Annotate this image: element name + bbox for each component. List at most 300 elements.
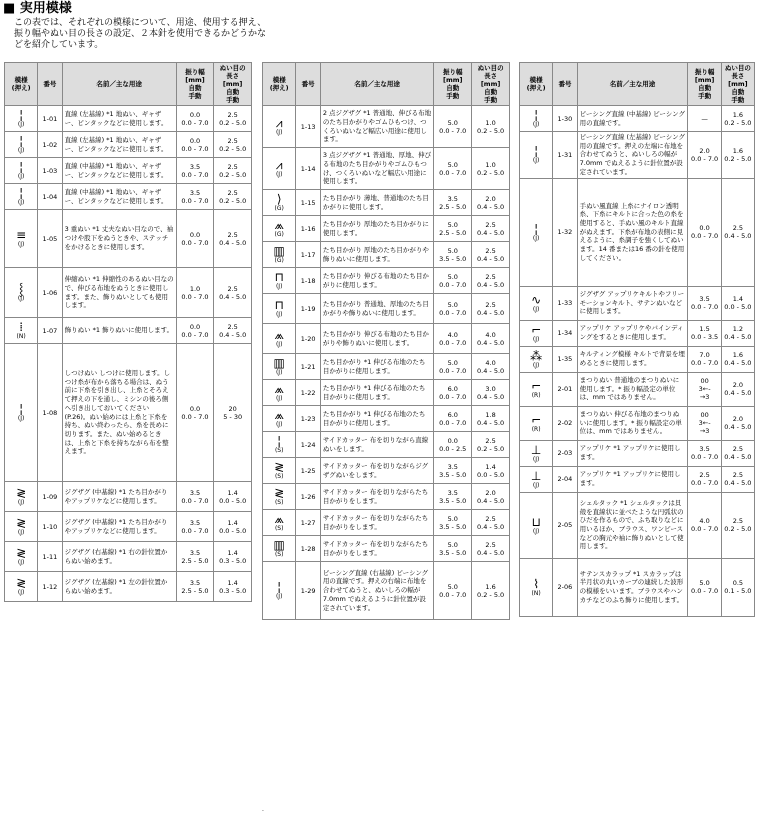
stitch-width: 3.5 3.5 - 5.0 xyxy=(434,458,472,484)
table-row xyxy=(5,268,252,318)
stitch-number: 1-29 xyxy=(296,562,320,620)
stitch-icon xyxy=(263,562,296,620)
stitch-pattern-glyph: ⩕ xyxy=(274,408,284,422)
stitch-icon xyxy=(5,344,38,482)
stitch-icon xyxy=(263,536,296,562)
stitch-icon xyxy=(520,178,553,286)
stitch-length: 2.5 0.4 - 5.0 xyxy=(721,466,754,492)
stitch-length: 1.6 0.2 - 5.0 xyxy=(721,132,754,179)
stitch-number: 1-20 xyxy=(296,324,320,354)
stitch-number: 1-15 xyxy=(296,190,320,216)
stitch-length: 1.8 0.4 - 5.0 xyxy=(472,406,510,432)
stitch-length: 4.0 0.4 - 5.0 xyxy=(472,354,510,380)
header-foot: 模様 (押え) xyxy=(5,63,38,106)
stitch-number: 1-13 xyxy=(296,106,320,148)
stitch-pattern-glyph: ⩕ xyxy=(274,512,284,526)
stitch-length: 1.4 0.3 - 5.0 xyxy=(214,542,252,572)
stitch-width: 0.0 0.0 - 7.0 xyxy=(176,344,214,482)
stitch-icon xyxy=(520,558,553,616)
presser-foot-label: (J) xyxy=(275,171,283,178)
stitch-icon xyxy=(263,406,296,432)
stitch-pattern-glyph: ⊔ xyxy=(531,514,541,529)
table-row xyxy=(263,484,510,510)
stitch-width: 5.0 0.0 - 7.0 xyxy=(434,106,472,148)
stitch-pattern-glyph: ¦ xyxy=(19,160,24,174)
table-row xyxy=(263,562,510,620)
stitch-number: 1-22 xyxy=(296,380,320,406)
table-row xyxy=(520,372,755,406)
stitch-width: — xyxy=(688,106,721,132)
table-row xyxy=(263,268,510,294)
header-number: 番号 xyxy=(553,63,577,106)
presser-foot-label: (N) xyxy=(16,333,26,340)
table-row xyxy=(263,242,510,268)
stitch-width: 0.0 0.0 - 7.0 xyxy=(176,318,214,344)
stitch-number: 2-01 xyxy=(553,372,577,406)
stitch-icon xyxy=(5,482,38,512)
stitch-pattern-glyph: ⩕ xyxy=(274,382,284,396)
presser-foot-label: (S) xyxy=(274,473,284,480)
stitch-name: サイドカッター 布を切りながらたち目かがりをします。 xyxy=(320,510,433,536)
stitch-length: 2.0 0.4 - 5.0 xyxy=(721,406,754,440)
stitch-width: 0.0 0.0 - 7.0 xyxy=(176,132,214,158)
stitch-width: 5.0 3.5 - 5.0 xyxy=(434,536,472,562)
table-row xyxy=(5,184,252,210)
stitch-length: 2.5 0.4 - 5.0 xyxy=(214,268,252,318)
stitch-icon xyxy=(263,294,296,324)
stitch-name: ジグザグ アップリケキルトやフリーモーションキルト、サテンぬいなどに使用します。 xyxy=(577,286,688,320)
header-foot: 模様 (押え) xyxy=(520,63,553,106)
stitch-name: 手ぬい風直線 上糸にナイロン透明糸、下糸にキルトに合った色の糸を使用すると、手ぬい風のキルト直線がぬえます。下糸が布地の表側に見えるように、糸調子を強くしてぬいます。14 番または16 番の針を使用してください。 xyxy=(577,178,688,286)
stitch-number: 1-21 xyxy=(296,354,320,380)
presser-foot-label: (J) xyxy=(17,415,25,422)
table-row xyxy=(520,492,755,558)
stitch-name: たち目かがり *1 伸びる布地のたち目かがりに使用します。 xyxy=(320,380,433,406)
stitch-pattern-glyph: ⸾ xyxy=(18,282,24,296)
stitch-icon xyxy=(5,512,38,542)
header-width: 振り幅 [mm] 自動 手動 xyxy=(434,63,472,106)
stitch-icon xyxy=(5,268,38,318)
stitch-number: 1-25 xyxy=(296,458,320,484)
header-number: 番号 xyxy=(296,63,320,106)
stitch-number: 1-08 xyxy=(38,344,62,482)
stitch-length: 2.5 0.4 - 5.0 xyxy=(472,294,510,324)
stitch-icon xyxy=(520,406,553,440)
stitch-width: 6.0 0.0 - 7.0 xyxy=(434,380,472,406)
stitch-width: 0.0 0.0 - 2.5 xyxy=(434,432,472,458)
stitch-width: 5.0 0.0 - 7.0 xyxy=(434,268,472,294)
stitch-name: 伸縮ぬい *1 伸縮性のあるぬい目なので、伸びる布地をぬうときに使用します。また、飾りぬいとしても使用します。 xyxy=(62,268,176,318)
stitch-width: 00 3←- →3 xyxy=(688,372,721,406)
stitch-pattern-glyph: ⩕ xyxy=(274,218,284,232)
stitch-name: サイドカッター 布を切りながらたち目かがりをします。 xyxy=(320,536,433,562)
stitch-name: キルティング模様 キルトで背景を埋めるときに使用します。 xyxy=(577,346,688,372)
stitch-number: 1-27 xyxy=(296,510,320,536)
stitch-icon xyxy=(520,320,553,346)
stitch-width: 5.0 0.0 - 7.0 xyxy=(434,148,472,190)
presser-foot-label: (J) xyxy=(275,283,283,290)
stitch-length: 1.0 0.2 - 5.0 xyxy=(472,148,510,190)
stitch-name: ピーシング直線 (中基線) ピーシング用の直線です。 xyxy=(577,106,688,132)
table-row xyxy=(520,346,755,372)
table-row xyxy=(5,344,252,482)
stitch-width: 0.0 0.0 - 7.0 xyxy=(176,210,214,268)
presser-foot-label: (S) xyxy=(274,525,284,532)
stitch-length: 2.5 0.2 - 5.0 xyxy=(214,158,252,184)
stitch-length: 0.5 0.1 - 5.0 xyxy=(721,558,754,616)
stitch-number: 2-04 xyxy=(553,466,577,492)
stitch-number: 1-14 xyxy=(296,148,320,190)
presser-foot-label: (J) xyxy=(275,369,283,376)
stitch-name: ピーシング直線 (左基線) ピーシング用の直線です。押えの左端に布地を合わせてぬうと、ぬいしろの幅が7.0mm でぬえるように針位置が設定されています。 xyxy=(577,132,688,179)
stitch-number: 1-10 xyxy=(38,512,62,542)
stitch-length: 1.4 0.0 - 5.0 xyxy=(472,458,510,484)
stitch-name: アップリケ *1 アップリケに使用します。 xyxy=(577,440,688,466)
stitch-number: 1-34 xyxy=(553,320,577,346)
stitch-pattern-glyph: ⁞ xyxy=(19,320,24,334)
presser-foot-label: (J) xyxy=(17,173,25,180)
presser-foot-label: (J) xyxy=(275,311,283,318)
stitch-number: 1-06 xyxy=(38,268,62,318)
presser-foot-label: (J) xyxy=(532,527,540,535)
stitch-length: 1.4 0.3 - 5.0 xyxy=(214,572,252,602)
table-row xyxy=(263,324,510,354)
stitch-width: 4.0 0.0 - 7.0 xyxy=(434,324,472,354)
header-number: 番号 xyxy=(38,63,62,106)
stitch-pattern-glyph: ⌐ xyxy=(531,412,542,427)
stitch-icon xyxy=(263,190,296,216)
stitch-pattern-glyph: ⩕ xyxy=(274,328,284,342)
intro-text: この表では、それぞれの模様について、用途、使用する押え、振り幅やぬい目の長さの設定、２本針を使用できるかどうかなどを紹介しています。 xyxy=(14,18,267,50)
table-row xyxy=(5,512,252,542)
table-row xyxy=(5,210,252,268)
table-row xyxy=(263,354,510,380)
presser-foot-label: (J) xyxy=(532,305,540,313)
stitch-icon xyxy=(520,286,553,320)
table-row xyxy=(5,158,252,184)
table-row xyxy=(263,432,510,458)
stitch-length: 2.0 0.4 - 5.0 xyxy=(472,190,510,216)
stitch-number: 1-32 xyxy=(553,178,577,286)
presser-foot-label: (J) xyxy=(17,199,25,206)
stitch-name: 直線 (左基線) *1 地ぬい、ギャザー、ピンタックなどに使用します。 xyxy=(62,132,176,158)
table-row xyxy=(520,558,755,616)
stitch-width: 3.5 2.5 - 5.0 xyxy=(434,190,472,216)
table-row xyxy=(520,132,755,179)
stitch-icon xyxy=(263,432,296,458)
presser-foot-label: (J) xyxy=(275,341,283,348)
stitch-width: 5.0 0.0 - 7.0 xyxy=(434,354,472,380)
stitch-width: 5.0 2.5 - 5.0 xyxy=(434,216,472,242)
stitch-pattern-glyph: ≷ xyxy=(274,460,285,474)
table-row xyxy=(520,466,755,492)
stitch-number: 1-02 xyxy=(38,132,62,158)
stitch-pattern-glyph: ¦ xyxy=(19,134,24,148)
stitch-number: 2-03 xyxy=(553,440,577,466)
presser-foot-label: (J) xyxy=(532,481,540,489)
stitch-width: 3.5 2.5 - 5.0 xyxy=(176,542,214,572)
presser-foot-label: (J) xyxy=(532,121,540,128)
stitch-name: ジグザグ (中基線) *1 たち目かがりやアップリケなどに使用します。 xyxy=(62,512,176,542)
stitch-width: 1.5 0.0 - 3.5 xyxy=(688,320,721,346)
stitch-icon xyxy=(520,372,553,406)
stitch-icon xyxy=(5,184,38,210)
stitch-name: たち目かがり *1 伸びる布地のたち目かがりに使用します。 xyxy=(320,354,433,380)
stitch-pattern-glyph: ▥ xyxy=(273,244,285,258)
stitch-icon xyxy=(263,324,296,354)
stitch-icon xyxy=(5,158,38,184)
presser-foot-label: (J) xyxy=(17,121,25,128)
stitch-width: 4.0 0.0 - 7.0 xyxy=(688,492,721,558)
stitch-name: サイドカッター 布を切りながら直線ぬいをします。 xyxy=(320,432,433,458)
stitch-number: 1-28 xyxy=(296,536,320,562)
stitch-width: 3.5 3.5 - 5.0 xyxy=(434,484,472,510)
header-length: ぬい目の 長さ [mm] 自動 手動 xyxy=(721,63,754,106)
stitch-number: 1-07 xyxy=(38,318,62,344)
stitch-length: 3.0 0.4 - 5.0 xyxy=(472,380,510,406)
stitch-pattern-glyph: ≷ xyxy=(16,576,27,590)
page-title: ■ 実用模様 xyxy=(3,1,72,16)
stitch-width: 3.5 0.0 - 7.0 xyxy=(688,440,721,466)
table-row xyxy=(263,536,510,562)
stitch-name: たち目かがり 厚地のたち目かがりに使用します。 xyxy=(320,216,433,242)
stitch-pattern-glyph: ¦ xyxy=(534,108,539,122)
stitch-icon xyxy=(5,210,38,268)
stitch-name: しつけぬい しつけに使用します。しつけ糸が布から落ちる場合は、ぬう前に下糸を引き出し、上糸とそろえて押えの下を通し、ミシンの後ろ側へ引き出しておいてください (P.26)。ぬい始めには上糸と下糸を持ち、ぬい終わったら、糸を長めに切ります。また、ぬい始めるときは、上糸と下糸を持ちながら布を整えます。 xyxy=(62,344,176,482)
header-name: 名前／主な用途 xyxy=(577,63,688,106)
stitch-length: 1.4 0.0 - 5.0 xyxy=(721,286,754,320)
stitch-name: シェルタック *1 シェルタックは貝殻を直線状に並べたような円弧状のひだを作るもので、ふち取りなどに用いるほか、ブラウス、ワンピースなどの胸元や袖に飾りぬいとして使用します。 xyxy=(577,492,688,558)
table-row xyxy=(520,440,755,466)
stitch-name: ジグザグ (右基線) *1 右の針位置からぬい始めます。 xyxy=(62,542,176,572)
presser-foot-label: (G) xyxy=(274,231,284,238)
presser-foot-label: (S) xyxy=(274,551,284,558)
stitch-length: 2.5 0.4 - 5.0 xyxy=(472,242,510,268)
stitch-name: ジグザグ (中基線) *1 たち目かがりやアップリケなどに使用します。 xyxy=(62,482,176,512)
table-row xyxy=(263,148,510,190)
stitch-icon xyxy=(520,440,553,466)
presser-foot-label: (J) xyxy=(275,129,283,136)
presser-foot-label: (J) xyxy=(17,529,25,536)
stitch-name: 3 点ジグザグ *1 普通地、厚地、伸びる布地のたち目かがりやゴムひもつけ、つくろいぬいなど幅広い用途に使用します。 xyxy=(320,148,433,190)
table-row xyxy=(5,542,252,572)
stitch-name: サテンスカラップ *1 スカラップは半月状の丸いカーブの連続した波形の模様をいいます。ブラウスやハンカチなどのふち飾りに使用します。 xyxy=(577,558,688,616)
table-row xyxy=(520,178,755,286)
stitch-length: 2.5 0.4 - 5.0 xyxy=(214,318,252,344)
table-row xyxy=(5,132,252,158)
stitch-icon xyxy=(263,510,296,536)
stitch-number: 1-17 xyxy=(296,242,320,268)
presser-foot-label: (J) xyxy=(275,421,283,428)
stitch-number: 2-06 xyxy=(553,558,577,616)
stitch-name: たち目かがり *1 伸びる布地のたち目かがりに使用します。 xyxy=(320,406,433,432)
table-row xyxy=(263,458,510,484)
stitch-length: 2.5 0.4 - 5.0 xyxy=(472,216,510,242)
stitch-length: 1.4 0.0 - 5.0 xyxy=(214,482,252,512)
stitch-pattern-glyph: ≷ xyxy=(16,516,27,530)
stitch-width: 3.5 0.0 - 7.0 xyxy=(176,482,214,512)
table-row xyxy=(263,216,510,242)
presser-foot-label: (R) xyxy=(531,425,541,433)
stitch-name: たち目かがり 普通地、厚地のたち目かがりや飾りぬいに使用します。 xyxy=(320,294,433,324)
table-row xyxy=(263,380,510,406)
stitch-pattern-glyph: ¦ xyxy=(19,108,24,122)
table-row xyxy=(263,406,510,432)
stitch-icon xyxy=(263,242,296,268)
stitch-pattern-glyph: ¦ xyxy=(277,580,282,594)
stitch-number: 1-35 xyxy=(553,346,577,372)
stitch-name: 飾りぬい *1 飾りぬいに使用します。 xyxy=(62,318,176,344)
table-row xyxy=(263,190,510,216)
presser-foot-label: (G) xyxy=(274,257,284,264)
header-name: 名前／主な用途 xyxy=(62,63,176,106)
stitch-name: 直線 (中基線) *1 地ぬい、ギャザー、ピンタックなどに使用します。 xyxy=(62,158,176,184)
presser-foot-label: (J) xyxy=(532,361,540,369)
stitch-number: 2-05 xyxy=(553,492,577,558)
stitch-number: 1-09 xyxy=(38,482,62,512)
presser-foot-label: (S) xyxy=(274,447,284,454)
stitch-length: 20 5 - 30 xyxy=(214,344,252,482)
presser-foot-label: (J) xyxy=(17,241,25,248)
stitch-width: 5.0 3.5 - 5.0 xyxy=(434,242,472,268)
stitch-width: 6.0 0.0 - 7.0 xyxy=(434,406,472,432)
stitch-length: 2.5 0.4 - 5.0 xyxy=(721,178,754,286)
stitch-pattern-glyph: ⊓ xyxy=(274,270,284,284)
stitch-width: 5.0 0.0 - 7.0 xyxy=(688,558,721,616)
stitch-icon xyxy=(263,458,296,484)
stitch-name: 直線 (左基線) *1 地ぬい、ギャザー、ピンタックなどに使用します。 xyxy=(62,106,176,132)
stitch-icon xyxy=(520,466,553,492)
header-foot: 模様 (押え) xyxy=(263,63,296,106)
stitch-number: 1-30 xyxy=(553,106,577,132)
stitch-icon xyxy=(520,106,553,132)
stitch-number: 1-05 xyxy=(38,210,62,268)
stitch-icon xyxy=(5,572,38,602)
stitch-length: 2.0 0.4 - 5.0 xyxy=(721,372,754,406)
stitch-name: たち目かがり 薄地、普通地のたち目かがりに使用します。 xyxy=(320,190,433,216)
stitch-width: 0.0 0.0 - 7.0 xyxy=(688,178,721,286)
stitch-number: 1-18 xyxy=(296,268,320,294)
presser-foot-label: (J) xyxy=(17,147,25,154)
stitch-number: 1-26 xyxy=(296,484,320,510)
stitch-icon xyxy=(263,354,296,380)
stitch-name: たち目かがり 伸びる布地のたち目かがりに使用します。 xyxy=(320,268,433,294)
stitch-icon xyxy=(263,484,296,510)
header-width: 振り幅 [mm] 自動 手動 xyxy=(688,63,721,106)
stitch-pattern-glyph: ⌇ xyxy=(533,576,540,591)
presser-foot-label: (J) xyxy=(275,593,283,600)
presser-foot-label: (J) xyxy=(17,589,25,596)
stitch-pattern-glyph: ¦ xyxy=(277,434,282,448)
stitch-name: アップリケ *1 アップリケに使用します。 xyxy=(577,466,688,492)
stitch-icon xyxy=(263,216,296,242)
stitch-name: ピーシング直線 (右基線) ピーシング用の直線です。押えの右端に布地を合わせてぬうと、ぬいしろの幅が7.0mm でぬえるように針位置が設定されています。 xyxy=(320,562,433,620)
table-row xyxy=(263,510,510,536)
stitch-length: 1.6 0.4 - 5.0 xyxy=(721,346,754,372)
stitch-pattern-glyph: ¦ xyxy=(19,186,24,200)
stitch-width: 5.0 0.0 - 7.0 xyxy=(434,562,472,620)
stitch-number: 1-03 xyxy=(38,158,62,184)
stitch-pattern-glyph: ⌐ xyxy=(531,322,542,337)
presser-foot-label: (J) xyxy=(532,157,540,165)
stitch-length: 1.4 0.0 - 5.0 xyxy=(214,512,252,542)
stitch-icon xyxy=(520,132,553,179)
presser-foot-label: (J) xyxy=(275,395,283,402)
presser-foot-label: (G) xyxy=(274,205,284,212)
table-row xyxy=(5,572,252,602)
stitch-number: 1-31 xyxy=(553,132,577,179)
stitch-pattern-glyph: ∿ xyxy=(531,292,542,307)
stitch-icon xyxy=(263,148,296,190)
stitch-icon xyxy=(5,542,38,572)
header-length: ぬい目の 長さ [mm] 自動 手動 xyxy=(472,63,510,106)
stitch-length: 1.6 0.2 - 5.0 xyxy=(721,106,754,132)
presser-foot-label: (N) xyxy=(531,589,541,597)
stitch-icon xyxy=(5,318,38,344)
stitch-pattern-glyph: ¦ xyxy=(534,221,539,236)
stitch-pattern-glyph: ≷ xyxy=(274,486,285,500)
stitch-icon xyxy=(520,346,553,372)
stitch-icon xyxy=(520,492,553,558)
stitch-width: 0.0 0.0 - 7.0 xyxy=(176,106,214,132)
presser-foot-label: (J) xyxy=(17,295,25,302)
stitch-number: 1-16 xyxy=(296,216,320,242)
table-row xyxy=(520,286,755,320)
presser-foot-label: (J) xyxy=(532,234,540,242)
stitch-name: まつりぬい 伸びる布地のまつりぬいに使用します。* 振り幅設定の単位は、mm ではありません。 xyxy=(577,406,688,440)
stitch-number: 2-02 xyxy=(553,406,577,440)
stitch-length: 4.0 0.4 - 5.0 xyxy=(472,324,510,354)
table-row xyxy=(520,106,755,132)
stitch-table-3 xyxy=(519,62,755,617)
stitch-number: 1-04 xyxy=(38,184,62,210)
stitch-length: 2.5 0.4 - 5.0 xyxy=(472,510,510,536)
presser-foot-label: (S) xyxy=(274,499,284,506)
stitch-pattern-glyph: ⁂ xyxy=(530,348,543,363)
table-row xyxy=(5,482,252,512)
stitch-number: 1-33 xyxy=(553,286,577,320)
stitch-width: 2.5 0.0 - 7.0 xyxy=(688,466,721,492)
table-row xyxy=(520,406,755,440)
stitch-length: 2.5 0.4 - 5.0 xyxy=(214,210,252,268)
stitch-pattern-glyph: ≷ xyxy=(16,546,27,560)
header-name: 名前／主な用途 xyxy=(320,63,433,106)
stitch-name: アップリケ アップリケやバインディングをするときに使用します。 xyxy=(577,320,688,346)
stitch-length: 2.5 0.2 - 5.0 xyxy=(472,432,510,458)
presser-foot-label: (J) xyxy=(17,559,25,566)
stitch-pattern-glyph: ¦ xyxy=(19,402,24,416)
stitch-pattern-glyph: ▥ xyxy=(273,356,285,370)
stitch-length: 1.6 0.2 - 5.0 xyxy=(472,562,510,620)
presser-foot-label: (J) xyxy=(532,335,540,343)
stitch-name: まつりぬい 普通地のまつりぬいに使用します。* 振り幅設定の単位は、mm ではありません。 xyxy=(577,372,688,406)
stitch-pattern-glyph: ≡ xyxy=(16,228,27,242)
stitch-icon xyxy=(263,106,296,148)
table-row xyxy=(263,294,510,324)
stitch-length: 2.5 0.2 - 5.0 xyxy=(214,106,252,132)
stitch-length: 1.2 0.4 - 5.0 xyxy=(721,320,754,346)
stitch-number: 1-12 xyxy=(38,572,62,602)
stitch-pattern-glyph: ⊓ xyxy=(274,298,284,312)
stitch-pattern-glyph: ⌐ xyxy=(531,378,542,393)
presser-foot-label: (R) xyxy=(531,391,541,399)
stitch-number: 1-23 xyxy=(296,406,320,432)
stitch-name: 直線 (中基線) *1 地ぬい、ギャザー、ピンタックなどに使用します。 xyxy=(62,184,176,210)
stitch-pattern-glyph: ▥ xyxy=(273,538,285,552)
stitch-length: 2.0 0.4 - 5.0 xyxy=(472,484,510,510)
stitch-width: 3.5 0.0 - 7.0 xyxy=(176,158,214,184)
stitch-icon xyxy=(5,132,38,158)
